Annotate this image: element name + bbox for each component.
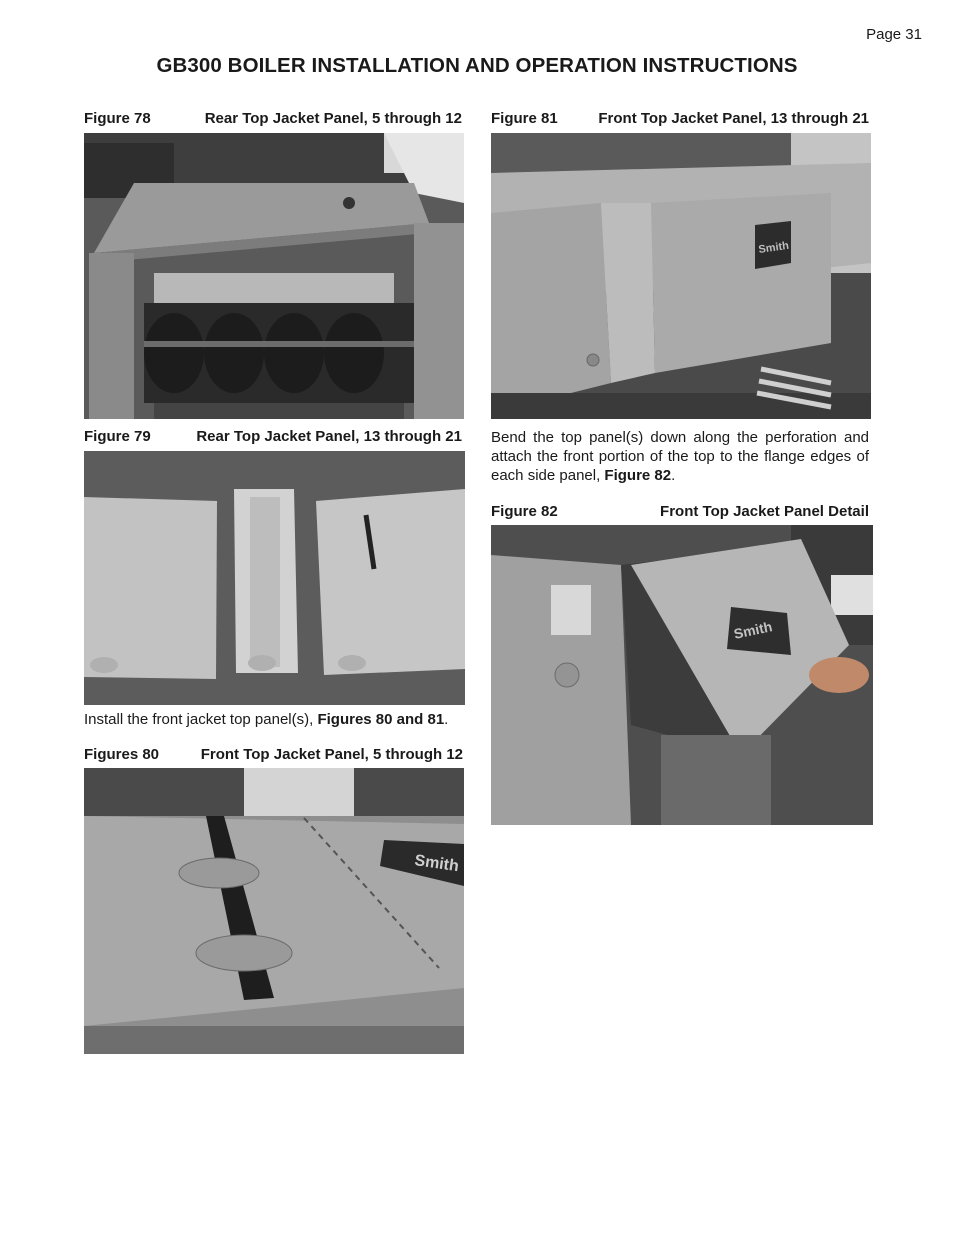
figure-80-photo: [84, 768, 464, 1054]
figure-78-caption: [84, 110, 462, 127]
figure-80-nameplate: Smith: [413, 852, 460, 876]
figure-78-title: Rear Top Jacket Panel, 5 through 12: [204, 110, 462, 127]
figure-78-number: Figure 78: [84, 110, 151, 127]
figure-81-title: Front Top Jacket Panel, 13 through 21: [598, 110, 869, 127]
install-instruction: Install the front jacket top panel(s), Figures 80 and 81.: [84, 711, 449, 728]
document-title: GB300 BOILER INSTALLATION AND OPERATION INSTRUCTIONS: [156, 54, 798, 77]
page-number: Page 31: [866, 26, 922, 43]
figure-78-photo: [84, 133, 464, 419]
figure-82-photo: [491, 525, 873, 825]
figure-81-caption: [491, 110, 869, 127]
figure-81-number: Figure 81: [491, 110, 558, 127]
figure-80-number: Figures 80: [84, 746, 160, 763]
bend-figure-ref: Figure 82: [604, 467, 672, 484]
figure-82-caption: [491, 503, 869, 520]
figure-81-photo: [491, 133, 871, 419]
figure-80-caption: [84, 746, 463, 763]
figure-79-title: Rear Top Jacket Panel, 13 through 21: [196, 428, 462, 445]
figure-79-number: Figure 79: [84, 428, 151, 445]
figure-79-caption: [84, 428, 462, 445]
bend-instruction: Bend the top panel(s) down along the perforation and attach the front portion of the top to the flange edges of each side panel, Figure 82.: [491, 429, 869, 484]
install-figure-ref: Figures 80 and 81: [317, 711, 445, 728]
figure-80-title: Front Top Jacket Panel, 5 through 12: [200, 746, 463, 763]
figure-82-nameplate: Smith: [732, 618, 774, 642]
figure-79-photo: [84, 451, 465, 705]
figure-82-number: Figure 82: [491, 503, 558, 520]
figure-82-title: Front Top Jacket Panel Detail: [660, 503, 869, 520]
figure-81-nameplate: Smith: [757, 239, 790, 256]
